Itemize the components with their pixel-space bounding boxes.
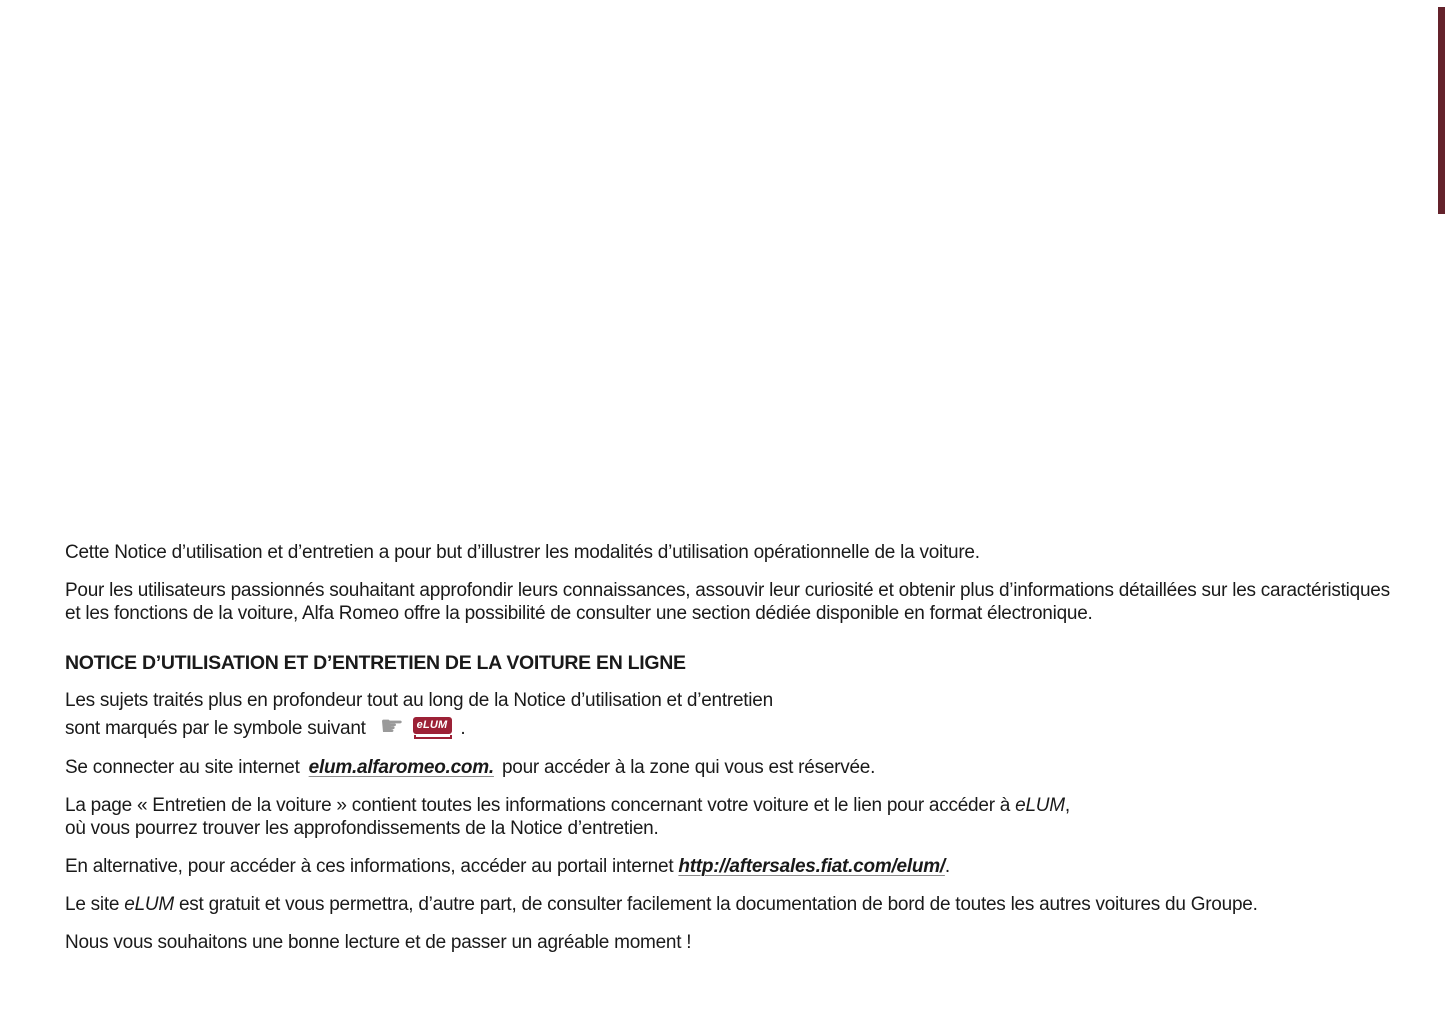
online-manual-section-heading: NOTICE D’UTILISATION ET D’ENTRETIEN DE LA VOITURE EN LIGNE bbox=[65, 652, 686, 674]
text-segment: En alternative, pour accéder à ces informations, accéder au portail internet bbox=[65, 856, 679, 877]
aftersales-fiat-link[interactable]: http://aftersales.fiat.com/elum/ bbox=[678, 856, 945, 877]
text-line bbox=[65, 756, 1397, 779]
text-segment: Le site bbox=[65, 894, 125, 915]
punctuation: . bbox=[460, 717, 466, 739]
closing-paragraph bbox=[65, 931, 1397, 954]
pointing-hand-right-icon: ☛ bbox=[379, 710, 404, 742]
punctuation: . bbox=[944, 856, 950, 877]
text-line: Pour les utilisateurs passionnés souhaitant approfondir leurs connaissances, assouvir leur curiosité et obtenir plus d’informations détaillées sur les caractéristiques bbox=[65, 580, 1390, 601]
elum-name: eLUM bbox=[124, 894, 174, 915]
page-content bbox=[65, 541, 1397, 969]
text-line: où vous pourrez trouver les approfondissements de la Notice d’entretien. bbox=[65, 818, 659, 839]
symbol-reference-line bbox=[65, 710, 1397, 742]
text-segment: est gratuit et vous permettra, d’autre part, de consulter facilement la documentation de bord de toutes les autres voitures du Groupe. bbox=[173, 894, 1258, 915]
text-line bbox=[65, 893, 1397, 916]
punctuation: , bbox=[1064, 795, 1070, 816]
elum-book-base bbox=[414, 735, 452, 739]
elum-badge-label: eLUM bbox=[413, 717, 453, 734]
connect-paragraph bbox=[65, 756, 1397, 779]
topics-paragraph bbox=[65, 689, 1397, 741]
portal-paragraph bbox=[65, 855, 1397, 878]
elum-name: eLUM bbox=[1015, 795, 1065, 816]
text-line bbox=[65, 855, 1397, 878]
free-site-paragraph bbox=[65, 893, 1397, 916]
text-segment: La page « Entretien de la voiture » contient toutes les informations concernant votre voiture et le lien pour accéder à bbox=[65, 795, 1016, 816]
elum-online-manual-book-icon bbox=[413, 717, 453, 739]
intro-paragraph-1 bbox=[65, 541, 1397, 564]
text-line: et les fonctions de la voiture, Alfa Romeo offre la possibilité de consulter une section dédiée disponible en format électronique. bbox=[65, 603, 1093, 624]
elum-alfaromeo-link[interactable]: elum.alfaromeo.com. bbox=[308, 757, 494, 778]
text-line bbox=[65, 794, 1397, 817]
section-edge-tab bbox=[1438, 7, 1445, 214]
car-care-page-paragraph bbox=[65, 794, 1397, 840]
intro-paragraph-2 bbox=[65, 579, 1397, 625]
text-line: Nous vous souhaitons une bonne lecture et de passer un agréable moment ! bbox=[65, 932, 692, 953]
text-segment: sont marqués par le symbole suivant bbox=[65, 717, 366, 739]
text-segment: pour accéder à la zone qui vous est réservée. bbox=[501, 757, 876, 778]
text-line: Les sujets traités plus en profondeur tout au long de la Notice d’utilisation et d’entretien bbox=[65, 690, 773, 711]
text-segment: Se connecter au site internet bbox=[65, 757, 300, 778]
text-line: Cette Notice d’utilisation et d’entretien a pour but d’illustrer les modalités d’utilisation opérationnelle de la voiture. bbox=[65, 542, 980, 563]
